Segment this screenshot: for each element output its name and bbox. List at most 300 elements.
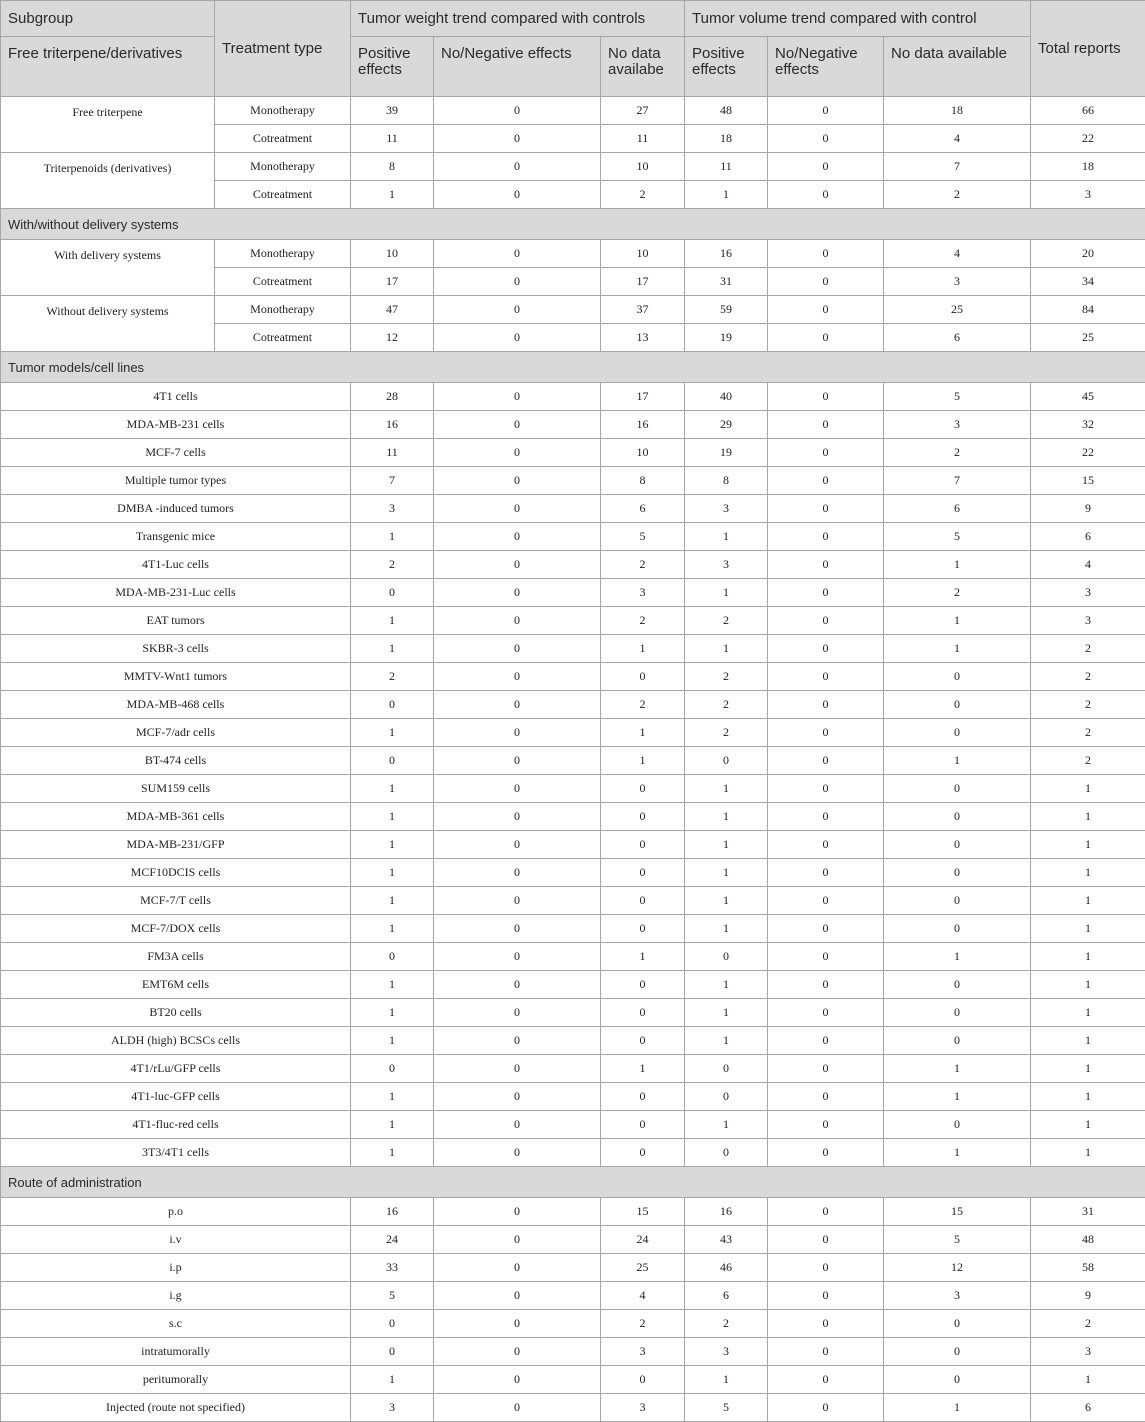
value-cell: 1 — [1031, 1055, 1145, 1083]
value-cell: 1 — [601, 747, 685, 775]
value-cell: 3 — [884, 268, 1031, 296]
table-row — [1, 153, 1145, 181]
table-row — [1, 719, 1145, 747]
treatment-cell: Cotreatment — [215, 268, 351, 296]
value-cell: 0 — [768, 607, 884, 635]
value-cell: 1 — [601, 1055, 685, 1083]
value-cell: 4 — [884, 125, 1031, 153]
value-cell: 1 — [685, 915, 768, 943]
subgroup-cell: MDA-MB-231/GFP — [1, 831, 351, 859]
value-cell: 0 — [768, 691, 884, 719]
value-cell: 1 — [685, 1111, 768, 1139]
value-cell: 2 — [685, 663, 768, 691]
table-row — [1, 635, 1145, 663]
treatment-cell: Monotherapy — [215, 240, 351, 268]
value-cell: 2 — [1031, 1310, 1145, 1338]
value-cell: 0 — [768, 467, 884, 495]
value-cell: 2 — [884, 579, 1031, 607]
table-row — [1, 971, 1145, 999]
subgroup-cell: MMTV-Wnt1 tumors — [1, 663, 351, 691]
value-cell: 0 — [434, 943, 601, 971]
value-cell: 0 — [434, 859, 601, 887]
value-cell: 43 — [685, 1226, 768, 1254]
value-cell: 1 — [601, 635, 685, 663]
value-cell: 1 — [601, 943, 685, 971]
value-cell: 1 — [685, 579, 768, 607]
value-cell: 1 — [351, 635, 434, 663]
value-cell: 3 — [601, 1338, 685, 1366]
value-cell: 0 — [768, 719, 884, 747]
subgroup-cell: SUM159 cells — [1, 775, 351, 803]
value-cell: 11 — [351, 439, 434, 467]
value-cell: 0 — [434, 635, 601, 663]
subgroup-cell: Multiple tumor types — [1, 467, 351, 495]
value-cell: 0 — [768, 1055, 884, 1083]
subgroup-cell: ALDH (high) BCSCs cells — [1, 1027, 351, 1055]
value-cell: 20 — [1031, 240, 1145, 268]
value-cell: 1 — [884, 943, 1031, 971]
value-cell: 7 — [351, 467, 434, 495]
value-cell: 37 — [601, 296, 685, 324]
value-cell: 12 — [884, 1254, 1031, 1282]
value-cell: 2 — [601, 691, 685, 719]
value-cell: 1 — [351, 999, 434, 1027]
value-cell: 0 — [434, 999, 601, 1027]
value-cell: 0 — [601, 831, 685, 859]
value-cell: 4 — [884, 240, 1031, 268]
value-cell: 6 — [884, 495, 1031, 523]
value-cell: 2 — [685, 1310, 768, 1338]
value-cell: 0 — [351, 579, 434, 607]
value-cell: 0 — [768, 1366, 884, 1394]
value-cell: 11 — [601, 125, 685, 153]
value-cell: 1 — [884, 747, 1031, 775]
value-cell: 0 — [768, 1310, 884, 1338]
value-cell: 1 — [351, 859, 434, 887]
value-cell: 0 — [434, 523, 601, 551]
section-row — [1, 352, 1145, 383]
subgroup-cell: s.c — [1, 1310, 351, 1338]
value-cell: 46 — [685, 1254, 768, 1282]
value-cell: 3 — [1031, 607, 1145, 635]
value-cell: 0 — [768, 859, 884, 887]
value-cell: 0 — [768, 1394, 884, 1422]
value-cell: 2 — [884, 439, 1031, 467]
value-cell: 0 — [434, 1282, 601, 1310]
value-cell: 0 — [434, 803, 601, 831]
value-cell: 45 — [1031, 383, 1145, 411]
value-cell: 1 — [1031, 971, 1145, 999]
header-weight-trend: Tumor weight trend compared with controls — [351, 1, 685, 37]
header-treatment-type: Treatment type — [215, 1, 351, 97]
table-row — [1, 999, 1145, 1027]
value-cell: 33 — [351, 1254, 434, 1282]
table-row — [1, 1027, 1145, 1055]
value-cell: 0 — [601, 663, 685, 691]
value-cell: 1 — [1031, 1027, 1145, 1055]
value-cell: 84 — [1031, 296, 1145, 324]
header-first-section: Free triterpene/derivatives — [1, 37, 215, 97]
value-cell: 8 — [685, 467, 768, 495]
value-cell: 0 — [434, 831, 601, 859]
value-cell: 0 — [884, 831, 1031, 859]
value-cell: 0 — [768, 915, 884, 943]
subgroup-cell: FM3A cells — [1, 943, 351, 971]
value-cell: 0 — [434, 1310, 601, 1338]
value-cell: 34 — [1031, 268, 1145, 296]
value-cell: 0 — [768, 1338, 884, 1366]
subgroup-cell: i.p — [1, 1254, 351, 1282]
value-cell: 0 — [768, 1083, 884, 1111]
value-cell: 0 — [434, 551, 601, 579]
table-row — [1, 663, 1145, 691]
value-cell: 0 — [434, 181, 601, 209]
header-subgroup: Subgroup — [1, 1, 215, 37]
value-cell: 1 — [1031, 831, 1145, 859]
value-cell: 31 — [685, 268, 768, 296]
value-cell: 6 — [884, 324, 1031, 352]
value-cell: 0 — [434, 1027, 601, 1055]
value-cell: 0 — [768, 1111, 884, 1139]
value-cell: 0 — [884, 691, 1031, 719]
table-row — [1, 1111, 1145, 1139]
value-cell: 0 — [434, 915, 601, 943]
section-row — [1, 209, 1145, 240]
subgroup-cell: SKBR-3 cells — [1, 635, 351, 663]
subgroup-cell: peritumorally — [1, 1366, 351, 1394]
value-cell: 1 — [884, 1055, 1031, 1083]
subgroup-cell: MCF-7/DOX cells — [1, 915, 351, 943]
value-cell: 0 — [601, 1366, 685, 1394]
table-row — [1, 1055, 1145, 1083]
value-cell: 0 — [434, 1139, 601, 1167]
value-cell: 0 — [351, 1055, 434, 1083]
table-row — [1, 467, 1145, 495]
subgroup-cell: 4T1-luc-GFP cells — [1, 1083, 351, 1111]
subgroup-cell: Free triterpene — [1, 97, 215, 153]
value-cell: 0 — [601, 1111, 685, 1139]
table-row — [1, 915, 1145, 943]
value-cell: 0 — [434, 153, 601, 181]
header-volume-trend: Tumor volume trend compared with control — [685, 1, 1031, 37]
value-cell: 0 — [884, 663, 1031, 691]
value-cell: 2 — [884, 181, 1031, 209]
value-cell: 1 — [685, 523, 768, 551]
table-row — [1, 859, 1145, 887]
value-cell: 1 — [1031, 1366, 1145, 1394]
value-cell: 6 — [685, 1282, 768, 1310]
value-cell: 0 — [884, 971, 1031, 999]
table-body — [1, 97, 1145, 1422]
value-cell: 1 — [685, 803, 768, 831]
value-cell: 17 — [351, 268, 434, 296]
value-cell: 0 — [434, 607, 601, 635]
table-row — [1, 1366, 1145, 1394]
value-cell: 0 — [434, 747, 601, 775]
value-cell: 0 — [601, 999, 685, 1027]
header-total-reports: Total reports — [1031, 1, 1145, 97]
value-cell: 6 — [1031, 523, 1145, 551]
value-cell: 1 — [351, 1366, 434, 1394]
value-cell: 0 — [601, 887, 685, 915]
value-cell: 0 — [351, 1310, 434, 1338]
table-row — [1, 803, 1145, 831]
table-row — [1, 691, 1145, 719]
value-cell: 13 — [601, 324, 685, 352]
value-cell: 0 — [884, 775, 1031, 803]
value-cell: 16 — [351, 1198, 434, 1226]
value-cell: 2 — [1031, 691, 1145, 719]
subgroup-cell: MDA-MB-468 cells — [1, 691, 351, 719]
table-row — [1, 411, 1145, 439]
table-row — [1, 383, 1145, 411]
table-row — [1, 1338, 1145, 1366]
value-cell: 22 — [1031, 125, 1145, 153]
value-cell: 0 — [434, 495, 601, 523]
value-cell: 0 — [434, 296, 601, 324]
value-cell: 1 — [1031, 803, 1145, 831]
value-cell: 0 — [884, 999, 1031, 1027]
value-cell: 0 — [434, 240, 601, 268]
value-cell: 66 — [1031, 97, 1145, 125]
value-cell: 0 — [601, 803, 685, 831]
value-cell: 3 — [685, 1338, 768, 1366]
value-cell: 0 — [768, 747, 884, 775]
table-row — [1, 1394, 1145, 1422]
value-cell: 1 — [351, 887, 434, 915]
section-row — [1, 1167, 1145, 1198]
subgroup-cell: Transgenic mice — [1, 523, 351, 551]
value-cell: 1 — [685, 887, 768, 915]
value-cell: 1 — [351, 607, 434, 635]
value-cell: 47 — [351, 296, 434, 324]
value-cell: 9 — [1031, 495, 1145, 523]
value-cell: 16 — [351, 411, 434, 439]
value-cell: 3 — [1031, 181, 1145, 209]
subgroup-cell: p.o — [1, 1198, 351, 1226]
value-cell: 0 — [601, 915, 685, 943]
value-cell: 7 — [884, 153, 1031, 181]
value-cell: 1 — [685, 831, 768, 859]
value-cell: 0 — [434, 1394, 601, 1422]
treatment-cell: Monotherapy — [215, 153, 351, 181]
value-cell: 0 — [351, 747, 434, 775]
subgroup-cell: i.g — [1, 1282, 351, 1310]
value-cell: 0 — [884, 859, 1031, 887]
value-cell: 1 — [351, 1083, 434, 1111]
value-cell: 58 — [1031, 1254, 1145, 1282]
value-cell: 5 — [351, 1282, 434, 1310]
value-cell: 2 — [601, 181, 685, 209]
value-cell: 27 — [601, 97, 685, 125]
subgroup-cell: Without delivery systems — [1, 296, 215, 352]
value-cell: 1 — [351, 1139, 434, 1167]
value-cell: 28 — [351, 383, 434, 411]
value-cell: 0 — [768, 268, 884, 296]
value-cell: 0 — [884, 1366, 1031, 1394]
value-cell: 1 — [1031, 943, 1145, 971]
value-cell: 3 — [1031, 1338, 1145, 1366]
value-cell: 2 — [601, 551, 685, 579]
header-weight-positive: Positive effects — [351, 37, 434, 97]
value-cell: 0 — [884, 915, 1031, 943]
value-cell: 40 — [685, 383, 768, 411]
value-cell: 1 — [1031, 859, 1145, 887]
value-cell: 6 — [1031, 1394, 1145, 1422]
value-cell: 0 — [685, 1139, 768, 1167]
subgroup-cell: MDA-MB-231 cells — [1, 411, 351, 439]
value-cell: 1 — [1031, 1111, 1145, 1139]
treatment-cell: Monotherapy — [215, 296, 351, 324]
value-cell: 18 — [884, 97, 1031, 125]
value-cell: 0 — [768, 495, 884, 523]
table-row — [1, 747, 1145, 775]
value-cell: 15 — [1031, 467, 1145, 495]
value-cell: 1 — [351, 181, 434, 209]
value-cell: 0 — [768, 943, 884, 971]
value-cell: 10 — [601, 153, 685, 181]
subgroup-cell: MDA-MB-361 cells — [1, 803, 351, 831]
value-cell: 0 — [768, 831, 884, 859]
value-cell: 0 — [434, 1366, 601, 1394]
value-cell: 4 — [1031, 551, 1145, 579]
value-cell: 2 — [685, 719, 768, 747]
value-cell: 32 — [1031, 411, 1145, 439]
value-cell: 5 — [601, 523, 685, 551]
value-cell: 3 — [351, 495, 434, 523]
value-cell: 0 — [884, 1111, 1031, 1139]
value-cell: 1 — [685, 635, 768, 663]
header-weight-negative: No/Negative effects — [434, 37, 601, 97]
value-cell: 5 — [685, 1394, 768, 1422]
table-row — [1, 775, 1145, 803]
subgroup-cell: BT-474 cells — [1, 747, 351, 775]
value-cell: 0 — [351, 943, 434, 971]
value-cell: 3 — [884, 411, 1031, 439]
value-cell: 11 — [685, 153, 768, 181]
table-row — [1, 495, 1145, 523]
value-cell: 16 — [685, 240, 768, 268]
value-cell: 0 — [768, 551, 884, 579]
value-cell: 0 — [434, 97, 601, 125]
subgroup-cell: 4T1 cells — [1, 383, 351, 411]
value-cell: 0 — [601, 1083, 685, 1111]
value-cell: 0 — [768, 1198, 884, 1226]
value-cell: 1 — [685, 1366, 768, 1394]
subgroup-cell: With delivery systems — [1, 240, 215, 296]
value-cell: 0 — [768, 803, 884, 831]
treatment-cell: Monotherapy — [215, 97, 351, 125]
value-cell: 1 — [685, 999, 768, 1027]
value-cell: 1 — [351, 775, 434, 803]
value-cell: 0 — [434, 579, 601, 607]
value-cell: 1 — [884, 1394, 1031, 1422]
value-cell: 0 — [768, 296, 884, 324]
value-cell: 1 — [351, 831, 434, 859]
value-cell: 10 — [351, 240, 434, 268]
value-cell: 25 — [601, 1254, 685, 1282]
value-cell: 16 — [601, 411, 685, 439]
value-cell: 6 — [601, 495, 685, 523]
subgroup-cell: MCF10DCIS cells — [1, 859, 351, 887]
value-cell: 0 — [768, 635, 884, 663]
table-row — [1, 1254, 1145, 1282]
header-volume-negative: No/Negative effects — [768, 37, 884, 97]
value-cell: 5 — [884, 383, 1031, 411]
value-cell: 0 — [768, 1139, 884, 1167]
table-row — [1, 579, 1145, 607]
value-cell: 0 — [601, 1027, 685, 1055]
value-cell: 1 — [884, 1083, 1031, 1111]
subgroup-cell: MCF-7/T cells — [1, 887, 351, 915]
value-cell: 5 — [884, 523, 1031, 551]
value-cell: 1 — [1031, 915, 1145, 943]
value-cell: 10 — [601, 240, 685, 268]
subgroup-cell: BT20 cells — [1, 999, 351, 1027]
value-cell: 0 — [351, 1338, 434, 1366]
section-title: With/without delivery systems — [1, 209, 1145, 240]
table-row — [1, 607, 1145, 635]
table-row — [1, 240, 1145, 268]
table-row — [1, 943, 1145, 971]
value-cell: 25 — [884, 296, 1031, 324]
table-row — [1, 1083, 1145, 1111]
value-cell: 2 — [1031, 635, 1145, 663]
table-row — [1, 439, 1145, 467]
value-cell: 1 — [351, 1111, 434, 1139]
value-cell: 0 — [434, 887, 601, 915]
value-cell: 0 — [434, 1055, 601, 1083]
value-cell: 0 — [768, 1226, 884, 1254]
value-cell: 4 — [601, 1282, 685, 1310]
table-row — [1, 523, 1145, 551]
value-cell: 0 — [434, 324, 601, 352]
treatment-cell: Cotreatment — [215, 324, 351, 352]
value-cell: 0 — [434, 1226, 601, 1254]
subgroup-cell: 4T1/rLu/GFP cells — [1, 1055, 351, 1083]
value-cell: 0 — [434, 383, 601, 411]
value-cell: 0 — [685, 1055, 768, 1083]
value-cell: 7 — [884, 467, 1031, 495]
subgroup-cell: EMT6M cells — [1, 971, 351, 999]
value-cell: 1 — [1031, 1139, 1145, 1167]
value-cell: 3 — [1031, 579, 1145, 607]
value-cell: 1 — [351, 971, 434, 999]
value-cell: 0 — [768, 181, 884, 209]
table-row — [1, 97, 1145, 125]
value-cell: 0 — [685, 943, 768, 971]
value-cell: 0 — [685, 747, 768, 775]
value-cell: 1 — [1031, 999, 1145, 1027]
table-row — [1, 1198, 1145, 1226]
value-cell: 17 — [601, 268, 685, 296]
value-cell: 2 — [1031, 719, 1145, 747]
value-cell: 2 — [1031, 663, 1145, 691]
value-cell: 12 — [351, 324, 434, 352]
value-cell: 5 — [884, 1226, 1031, 1254]
header-volume-positive: Positive effects — [685, 37, 768, 97]
value-cell: 0 — [768, 125, 884, 153]
table-row — [1, 1226, 1145, 1254]
subgroup-cell: MCF-7 cells — [1, 439, 351, 467]
value-cell: 25 — [1031, 324, 1145, 352]
value-cell: 0 — [768, 1254, 884, 1282]
value-cell: 2 — [685, 607, 768, 635]
value-cell: 0 — [768, 887, 884, 915]
value-cell: 0 — [768, 1027, 884, 1055]
value-cell: 2 — [685, 691, 768, 719]
value-cell: 0 — [884, 887, 1031, 915]
